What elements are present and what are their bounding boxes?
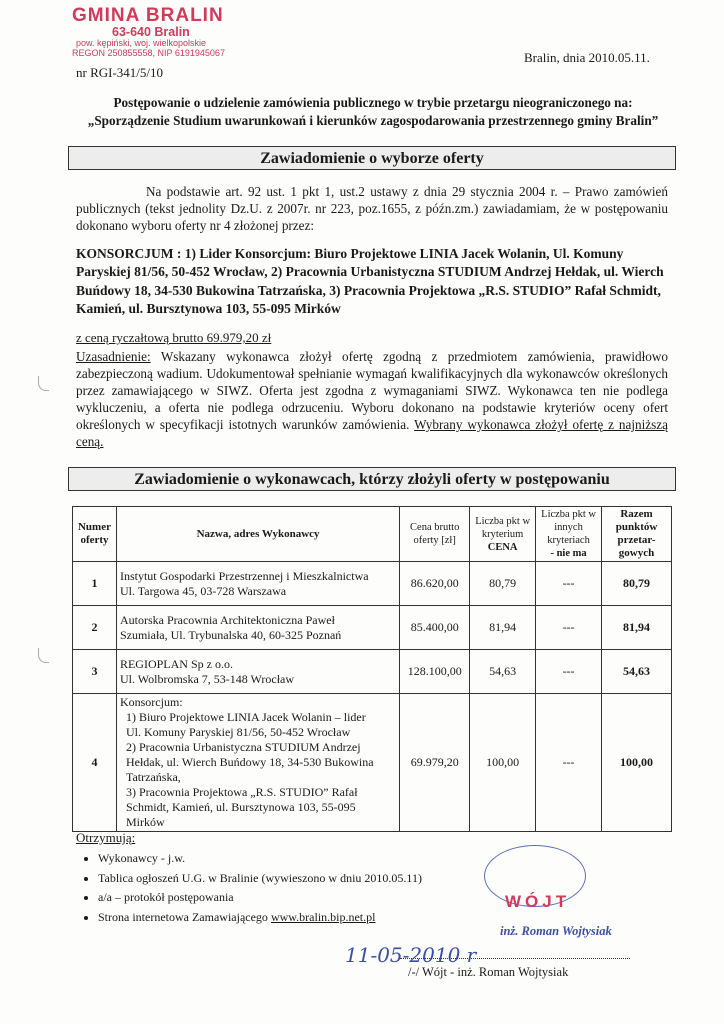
recipients-label: Otrzymują: xyxy=(76,830,136,845)
bip-link[interactable]: www.bralin.bip.net.pl xyxy=(270,909,376,924)
offer-number: 4 xyxy=(73,694,117,832)
recipients-list xyxy=(76,849,422,927)
winner-price: z ceną ryczałtową brutto 69.979,20 zł xyxy=(76,330,272,345)
contractor-name xyxy=(116,562,399,606)
header-points-other-bold: - nie ma xyxy=(550,548,587,559)
contractor-line: Tatrzańska, xyxy=(125,770,181,784)
table-header-row xyxy=(73,507,672,562)
intro-line-2: „Sporządzenie Studium uwarunkowań i kierunków zagospodarowania przestrzennego gminy Bralin” xyxy=(87,113,659,129)
list-item xyxy=(98,908,422,928)
contractor-name xyxy=(116,694,399,832)
signature-line xyxy=(400,958,630,959)
contractor-line: Konsorcjum: xyxy=(119,695,183,709)
header-points-price-text: Liczba pkt w kryterium xyxy=(475,515,531,540)
contractor-name xyxy=(116,650,399,694)
contractor-line: Ul. Targowa 45, 03-728 Warszawa xyxy=(119,583,287,598)
contractor-line: REGIOPLAN Sp z o.o. xyxy=(119,656,233,671)
wojt-stamp-title: WÓJT xyxy=(505,892,571,911)
winner-consortium: KONSORCJUM : 1) Lider Konsorcjum: Biuro Projektowe LINIA Jacek Wolanin, Ul. Komuny Paryskiej 81/56, 50-452 Wrocław, 2) Pracownia Urbanistyczna STUDIUM Andrzej Hełdak, ul. Wierch Buńdowy 18, 34-530 Bukowina Tatrzańska, 3) Pracownia Projektowa „R.S. STUDIO” Rafał Schmidt, Kamień, ul. Bursztynowa 103, 55-095 Mirków xyxy=(76,246,664,317)
table-row xyxy=(73,606,672,650)
contractor-line: 2) Pracownia Urbanistyczna STUDIUM Andrzej xyxy=(125,740,361,754)
gmina-stamp xyxy=(72,6,225,58)
justification-conclusion: Wybrany wykonawca złożył ofertę z najniższą ceną. xyxy=(76,417,668,449)
offer-price: 86.620,00 xyxy=(400,562,470,606)
header-price: Cena brutto oferty [zł] xyxy=(400,507,470,562)
points-price: 54,63 xyxy=(470,650,536,694)
stamp-postal: 63-640 Bralin xyxy=(112,24,190,39)
punch-mark xyxy=(38,376,49,391)
contractor-line: Instytut Gospodarki Przestrzennej i Mieszkalnictwa xyxy=(119,568,369,583)
contractor-line: Hełdak, ul. Wierch Buńdowy 18, 34-530 Bukowina xyxy=(125,755,374,769)
punch-mark xyxy=(38,648,49,663)
points-price: 100,00 xyxy=(470,694,536,832)
header-points-other xyxy=(536,507,602,562)
contractor-line: 3) Pracownia Projektowa „R.S. STUDIO” Rafał xyxy=(125,785,358,799)
wojt-stamp-name: inż. Roman Wojtysiak xyxy=(500,924,612,938)
points-price: 81,94 xyxy=(470,606,536,650)
table-row xyxy=(73,562,672,606)
justification-text: Wskazany wykonawca złożył ofertę zgodną z przedmiotem zamówienia, prawidłowo zabezpieczoną wadium. Udokumentował spełnianie wymagań kwalifikacyjnych dla wykonawców określonych przez zamawiającego w SIWZ. Oferta jest zgodna z wymaganiami SIWZ. Wykonawca ten nie podlega wykluczeniu, a oferta nie podlega odrzuceniu. Wyboru dokonano na podstawie kryteriów oceny ofert określonych w specyfikacji istotnych warunków zamówienia. xyxy=(76,349,668,432)
offer-number: 1 xyxy=(73,562,117,606)
contractor-line: Schmidt, Kamień, ul. Bursztynowa 103, 55-095 xyxy=(125,800,356,814)
list-item: • Wykonawcy - j.w. xyxy=(98,849,422,869)
contractor-name xyxy=(116,606,399,650)
stamp-district: pow. kępiński, woj. wielkopolskie xyxy=(76,38,207,49)
date-line: Bralin, dnia 2010.05.11. xyxy=(524,50,650,65)
table-row xyxy=(73,694,672,832)
justification-label: Uzasadnienie: xyxy=(76,349,151,364)
header-total: Razem punktów przetar-gowych xyxy=(602,507,672,562)
reference-number: nr RGI-341/5/10 xyxy=(76,65,164,80)
header-points-other-text: Liczba pkt w innych kryteriach xyxy=(541,509,596,546)
header-contractor: Nazwa, adres Wykonawcy xyxy=(116,507,399,562)
header-points-price xyxy=(470,507,536,562)
offer-price: 69.979,20 xyxy=(400,694,470,832)
legal-basis-paragraph: Na podstawie art. 92 ust. 1 pkt 1, ust.2 ustawy z dnia 29 stycznia 2004 r. – Prawo zamówień publicznych (tekst jednolity Dz.U. z 2007r. nr 223, poz.1655, z późn.zm.) zawiadamiam, że w postępowaniu dokonano wyboru oferty nr 4 złożonej przez: xyxy=(76,184,668,233)
stamp-name: GMINA BRALIN xyxy=(72,5,224,26)
contractor-line: Mirków xyxy=(125,815,165,829)
points-other: --- xyxy=(536,606,602,650)
contractor-line: Szumiała, Ul. Trybunalska 40, 60-325 Poznań xyxy=(119,627,342,642)
list-item: • a/a – protokół postępowania xyxy=(98,888,422,908)
procedure-intro xyxy=(68,94,678,131)
points-total: 54,63 xyxy=(602,650,672,694)
contractor-line: Ul. Komuny Paryskiej 81/56, 50-452 Wrocław xyxy=(125,725,351,739)
offer-number: 3 xyxy=(73,650,117,694)
points-price: 80,79 xyxy=(470,562,536,606)
offers-table xyxy=(72,506,672,832)
points-total: 81,94 xyxy=(602,606,672,650)
section-title-bidders: Zawiadomienie o wykonawcach, którzy złożyli oferty w postępowaniu xyxy=(68,467,676,491)
intro-line-1: Postępowanie o udzielenie zamówienia publicznego w trybie przetargu nieograniczonego na: xyxy=(113,95,633,110)
contractor-line: 1) Biuro Projektowe LINIA Jacek Wolanin – lider xyxy=(125,710,366,724)
contractor-line: Ul. Wolbromska 7, 53-148 Wrocław xyxy=(119,671,295,686)
points-total: 100,00 xyxy=(602,694,672,832)
handwritten-date: 11-05-2010 r xyxy=(345,943,477,967)
recipient-website-text: Strona internetowa Zamawiającego xyxy=(98,909,268,924)
signer-name: /-/ Wójt - inż. Roman Wojtysiak xyxy=(408,965,569,979)
justification-paragraph xyxy=(76,348,668,450)
offer-price: 128.100,00 xyxy=(400,650,470,694)
offer-price: 85.400,00 xyxy=(400,606,470,650)
stamp-regon: REGON 250855558, NIP 6191945067 xyxy=(72,47,225,58)
points-total: 80,79 xyxy=(602,562,672,606)
contractor-line: Autorska Pracownia Architektoniczna Paweł xyxy=(119,612,335,627)
points-other: --- xyxy=(536,694,602,832)
header-offer-number: Numer oferty xyxy=(73,507,117,562)
table-row xyxy=(73,650,672,694)
header-points-price-bold: CENA xyxy=(487,541,518,553)
section-title-selection: Zawiadomienie o wyborze oferty xyxy=(68,146,676,170)
offer-number: 2 xyxy=(73,606,117,650)
points-other: --- xyxy=(536,650,602,694)
points-other: --- xyxy=(536,562,602,606)
list-item: • Tablica ogłoszeń U.G. w Bralinie (wywieszono w dniu 2010.05.11) xyxy=(98,869,422,889)
